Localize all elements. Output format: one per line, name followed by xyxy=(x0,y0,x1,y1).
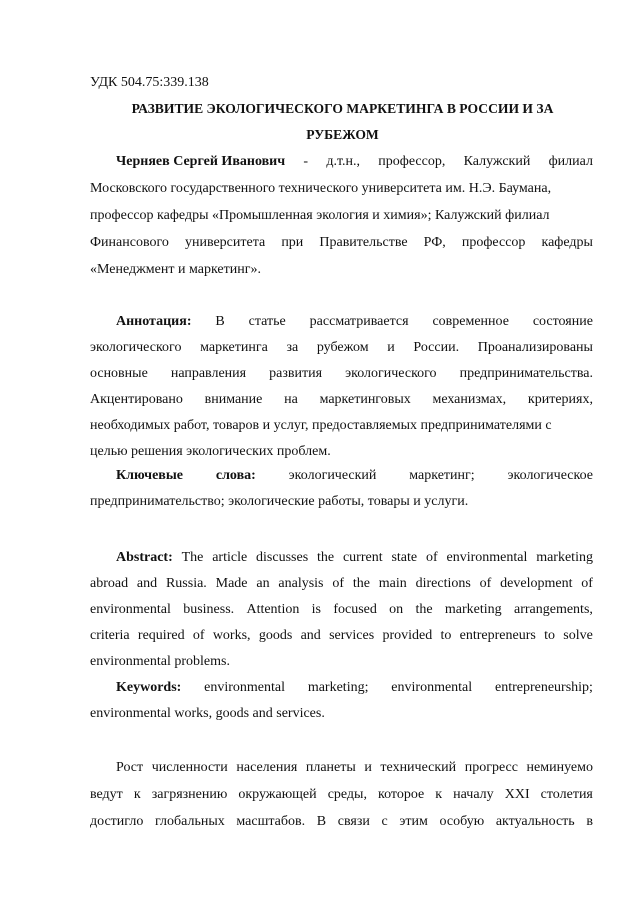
body-line-3 xyxy=(90,812,593,832)
word: of xyxy=(479,576,492,591)
word: marketing xyxy=(444,602,502,617)
word: the xyxy=(352,576,370,591)
word: столетия xyxy=(540,787,593,802)
author-line-4 xyxy=(90,233,593,253)
author-name: Черняев Сергей Иванович xyxy=(116,154,286,169)
word: в xyxy=(586,814,593,829)
annotation-label: Аннотация: xyxy=(116,314,192,329)
abstract-line-3 xyxy=(90,600,593,620)
word: экологическое xyxy=(507,468,593,483)
word: abroad xyxy=(90,576,129,591)
word: The xyxy=(181,550,204,565)
word: required xyxy=(137,628,185,643)
word: state xyxy=(391,550,418,565)
word: д.т.н., xyxy=(326,154,361,169)
word: на xyxy=(284,392,298,407)
word: on xyxy=(389,602,404,617)
word: discusses xyxy=(256,550,309,565)
abstract-line-2 xyxy=(90,574,593,594)
word: the xyxy=(317,550,335,565)
word: которое xyxy=(378,787,425,802)
word: масштабов. xyxy=(236,814,306,829)
word: этим xyxy=(399,814,428,829)
word: экологического xyxy=(90,340,182,355)
word: основные xyxy=(90,366,148,381)
keywords-ru-label-2: слова: xyxy=(215,468,256,483)
word: экологического xyxy=(345,366,437,381)
word: criteria xyxy=(90,628,130,643)
word: с xyxy=(381,814,388,829)
word: кафедры xyxy=(541,235,593,250)
word: маркетинг; xyxy=(409,468,475,483)
keywords-en-line-2: environmental works, goods and services. xyxy=(90,706,325,721)
word: provided xyxy=(382,628,433,643)
word: development xyxy=(500,576,573,591)
word: современное xyxy=(432,314,509,329)
word: entrepreneurship; xyxy=(494,680,593,695)
word: статье xyxy=(248,314,286,329)
word: services xyxy=(329,628,375,643)
author-line-1 xyxy=(116,152,593,172)
word: is xyxy=(311,602,321,617)
word: and xyxy=(136,576,158,591)
abstract-line-5: environmental problems. xyxy=(90,654,230,669)
word: прогресс xyxy=(464,760,518,775)
author-line-3: профессор кафедры «Промышленная экология и химия»; Калужский филиал xyxy=(90,208,550,223)
word: состояние xyxy=(532,314,593,329)
word: Russia. xyxy=(165,576,207,591)
word: Made xyxy=(215,576,248,591)
word: goods xyxy=(258,628,293,643)
word: загрязнению xyxy=(151,787,228,802)
word: Калужский xyxy=(463,154,531,169)
word: Финансового xyxy=(90,235,169,250)
word: Правительстве xyxy=(319,235,408,250)
word: рассматривается xyxy=(309,314,409,329)
word: окружающей xyxy=(238,787,317,802)
word: environmental xyxy=(204,680,286,695)
word: the xyxy=(415,602,433,617)
word: за xyxy=(286,340,299,355)
word: and xyxy=(300,628,321,643)
word: направления xyxy=(170,366,247,381)
word: профессор xyxy=(461,235,526,250)
word: entrepreneurs xyxy=(459,628,536,643)
word: актуальность xyxy=(495,814,575,829)
word: России. xyxy=(413,340,460,355)
word: внимание xyxy=(204,392,263,407)
word: Attention xyxy=(246,602,300,617)
annotation-line-4 xyxy=(90,390,593,410)
keywords-en-label: Keywords: xyxy=(116,680,182,695)
author-line-5: «Менеджмент и маркетинг». xyxy=(90,262,261,277)
word: article xyxy=(212,550,248,565)
word: среды, xyxy=(327,787,367,802)
word: environmental xyxy=(446,550,528,565)
word: of xyxy=(425,550,438,565)
word: особую xyxy=(439,814,485,829)
word: Акцентировано xyxy=(90,392,183,407)
title-line-2: РУБЕЖОМ xyxy=(306,127,379,142)
word: focused xyxy=(333,602,377,617)
word: к xyxy=(133,787,141,802)
word: механизмах, xyxy=(432,392,507,407)
word: of xyxy=(192,628,205,643)
keywords-ru-line-1 xyxy=(116,466,593,486)
word: to xyxy=(440,628,452,643)
word: численности xyxy=(151,760,228,775)
annotation-line-6: целью решения экологических проблем. xyxy=(90,444,331,459)
word: an xyxy=(256,576,270,591)
word: - xyxy=(303,154,309,169)
word: of xyxy=(581,576,593,591)
keywords-ru-line-2: предпринимательство; экологические работы, товары и услуги. xyxy=(90,494,469,509)
title-line-1: РАЗВИТИЕ ЭКОЛОГИЧЕСКОГО МАРКЕТИНГА В РОССИИ И ЗА xyxy=(131,101,554,116)
word: to xyxy=(544,628,556,643)
word: профессор, xyxy=(378,154,446,169)
word: университета xyxy=(184,235,266,250)
word: marketing; xyxy=(307,680,369,695)
annotation-line-3 xyxy=(90,364,593,384)
word: solve xyxy=(563,628,593,643)
word: критериях, xyxy=(527,392,593,407)
author-line-2: Московского государственного технического университета им. Н.Э. Баумана, xyxy=(90,181,552,196)
udk-code: УДК 504.75:339.138 xyxy=(90,75,209,90)
word: ведут xyxy=(90,787,123,802)
word: рубежом xyxy=(316,340,369,355)
word: directions xyxy=(415,576,471,591)
word: и xyxy=(387,340,395,355)
abstract-line-1 xyxy=(116,548,593,568)
word: развития xyxy=(269,366,323,381)
word: технический xyxy=(380,760,457,775)
word: analysis xyxy=(278,576,324,591)
word: marketing xyxy=(536,550,593,565)
word: началу xyxy=(453,787,494,802)
word: business. xyxy=(183,602,235,617)
keywords-ru-label-1: Ключевые xyxy=(116,468,183,483)
word: current xyxy=(342,550,383,565)
word: Проанализированы xyxy=(477,340,593,355)
word: населения xyxy=(236,760,298,775)
word: достигло xyxy=(90,814,144,829)
annotation-line-2 xyxy=(90,338,593,358)
word: environmental xyxy=(90,602,171,617)
word: глобальных xyxy=(154,814,225,829)
word: к xyxy=(435,787,443,802)
word: при xyxy=(281,235,304,250)
word: маркетинговых xyxy=(319,392,411,407)
word: В xyxy=(316,814,327,829)
body-line-1 xyxy=(116,758,593,778)
body-line-2 xyxy=(90,785,593,805)
word: связи xyxy=(337,814,370,829)
word: и xyxy=(364,760,372,775)
keywords-en-line-1 xyxy=(116,678,593,698)
word: Рост xyxy=(116,760,144,775)
word: неминуемо xyxy=(526,760,593,775)
word: В xyxy=(215,314,225,329)
word: XXI xyxy=(504,787,530,802)
word: РФ, xyxy=(423,235,446,250)
abstract-line-4 xyxy=(90,626,593,646)
word: environmental xyxy=(391,680,473,695)
abstract-label: Abstract: xyxy=(116,550,173,565)
word: works, xyxy=(212,628,251,643)
word: предпринимательства. xyxy=(459,366,593,381)
word: планеты xyxy=(305,760,356,775)
word: маркетинга xyxy=(200,340,268,355)
annotation-line-5: необходимых работ, товаров и услуг, предоставляемых предпринимателями с xyxy=(90,418,552,433)
word: arrangements, xyxy=(513,602,593,617)
word: of xyxy=(332,576,345,591)
word: экологический xyxy=(288,468,377,483)
annotation-line-1 xyxy=(116,312,593,332)
word: филиал xyxy=(548,154,593,169)
word: main xyxy=(378,576,407,591)
